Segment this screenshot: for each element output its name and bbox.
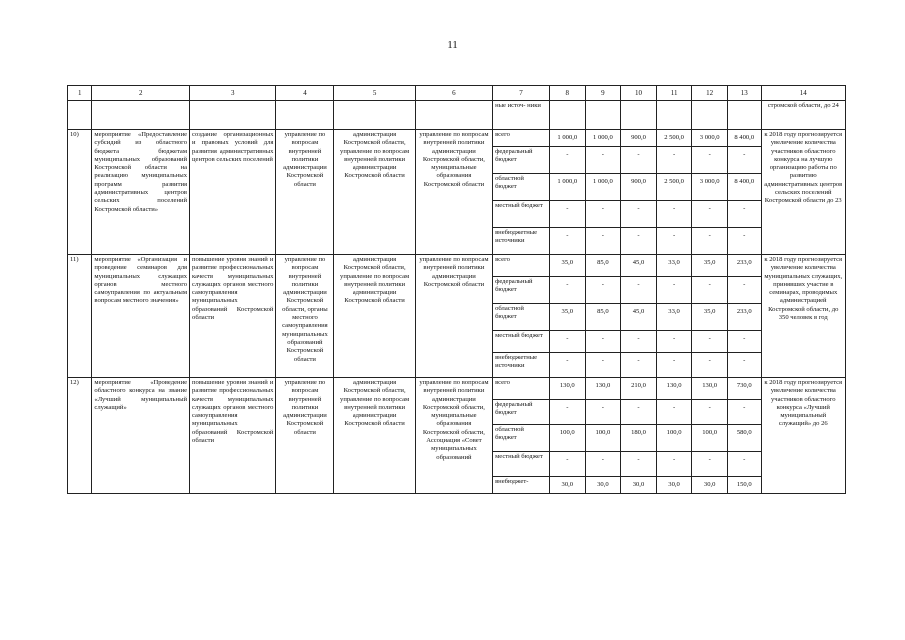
amount-cell: 900,0 <box>621 174 657 201</box>
amount-cell: - <box>585 353 621 378</box>
header-cell: 3 <box>190 86 276 101</box>
source-name: областной бюджет <box>493 425 550 452</box>
amount-cell: 150,0 <box>727 477 761 494</box>
amount-cell: - <box>656 400 692 425</box>
amount-cell: 2 500,0 <box>656 130 692 147</box>
header-cell: 13 <box>727 86 761 101</box>
amount-cell: - <box>727 452 761 477</box>
amount-cell: 100,0 <box>585 425 621 452</box>
source-name: местный бюджет <box>493 452 550 477</box>
measure-coexecutor: администрация Костромской области, управление по вопросам внутренней политики администрации Костромской области <box>334 130 415 255</box>
amount-cell: 45,0 <box>621 304 657 331</box>
measure-responsible: управление по вопросам внутренней политики администрации Костромской области, муниципальные образования Костромской области <box>415 130 492 255</box>
measure-number: 10) <box>68 130 92 255</box>
amount-cell: 130,0 <box>656 378 692 400</box>
amount-cell: - <box>656 228 692 255</box>
source-name: областной бюджет <box>493 304 550 331</box>
amount-cell: - <box>550 331 586 353</box>
source-name: ные источ- ники <box>493 101 550 130</box>
amount-cell: - <box>692 277 728 304</box>
amount-cell: - <box>727 277 761 304</box>
amount-cell: - <box>621 400 657 425</box>
amount-cell: 233,0 <box>727 304 761 331</box>
amount-cell: 1 000,0 <box>585 130 621 147</box>
header-row <box>68 86 846 101</box>
amount-cell: - <box>621 201 657 228</box>
amount-cell: - <box>550 400 586 425</box>
table-row <box>68 130 846 147</box>
amount-cell: - <box>550 277 586 304</box>
amount-cell: 1 000,0 <box>585 174 621 201</box>
amount-cell: - <box>727 353 761 378</box>
measure-number: 11) <box>68 255 92 378</box>
result-text: стромской области, до 24 <box>761 101 845 130</box>
amount-cell: 85,0 <box>585 255 621 277</box>
measure-result: к 2018 году прогнозируется увеличение количества участников областного конкурса «Лучший муниципальный служащий» до 26 <box>761 378 845 494</box>
amount-cell: 30,0 <box>656 477 692 494</box>
amount-cell: - <box>727 147 761 174</box>
amount-cell: 3 000,0 <box>692 174 728 201</box>
amount-cell: - <box>727 228 761 255</box>
amount-cell: 130,0 <box>692 378 728 400</box>
amount-cell: - <box>550 201 586 228</box>
amount-cell: 900,0 <box>621 130 657 147</box>
amount-cell: - <box>585 277 621 304</box>
amount-cell: 30,0 <box>550 477 586 494</box>
amount-cell: 1 000,0 <box>550 174 586 201</box>
amount-cell: - <box>621 277 657 304</box>
amount-cell: - <box>692 228 728 255</box>
amount-cell: 8 400,0 <box>727 130 761 147</box>
measure-title: мероприятие «Организация и проведение семинаров для муниципальных служащих органов местного самоуправления по актуальным вопросам местного значения» <box>92 255 190 378</box>
amount-cell: - <box>656 201 692 228</box>
source-name: всего <box>493 130 550 147</box>
measure-number: 12) <box>68 378 92 494</box>
amount-cell: 2 500,0 <box>656 174 692 201</box>
amount-cell: 33,0 <box>656 255 692 277</box>
amount-cell: - <box>621 353 657 378</box>
amount-cell: 100,0 <box>692 425 728 452</box>
source-name: всего <box>493 255 550 277</box>
amount-cell: - <box>692 147 728 174</box>
header-cell: 14 <box>761 86 845 101</box>
table-row <box>68 255 846 277</box>
amount-cell: - <box>692 331 728 353</box>
amount-cell: 100,0 <box>656 425 692 452</box>
amount-cell: - <box>550 452 586 477</box>
amount-cell: - <box>585 452 621 477</box>
header-cell: 12 <box>692 86 728 101</box>
amount-cell: - <box>621 228 657 255</box>
header-cell: 2 <box>92 86 190 101</box>
measure-executor: управление по вопросам внутренней политики администрации Костромской области <box>276 130 334 255</box>
measure-responsible: управление по вопросам внутренней политики администрации Костромской области <box>415 255 492 378</box>
measure-goal: создание организационных и правовых условий для развития административных центров сельских поселений <box>190 130 276 255</box>
amount-cell: - <box>727 201 761 228</box>
source-name: федеральный бюджет <box>493 400 550 425</box>
amount-cell: - <box>585 331 621 353</box>
header-cell: 10 <box>621 86 657 101</box>
measure-coexecutor: администрация Костромской области, управление по вопросам внутренней политики администрации Костромской области <box>334 378 415 494</box>
amount-cell: 35,0 <box>692 304 728 331</box>
source-name: внебюджет- <box>493 477 550 494</box>
amount-cell: 130,0 <box>585 378 621 400</box>
amount-cell: 210,0 <box>621 378 657 400</box>
measure-coexecutor: администрация Костромской области, управление по вопросам внутренней политики администрации Костромской области <box>334 255 415 378</box>
amount-cell: - <box>727 400 761 425</box>
amount-cell: 730,0 <box>727 378 761 400</box>
amount-cell: 30,0 <box>585 477 621 494</box>
source-name: местный бюджет <box>493 201 550 228</box>
source-name: внебюджетные источники <box>493 353 550 378</box>
amount-cell: 3 000,0 <box>692 130 728 147</box>
amount-cell: - <box>692 400 728 425</box>
amount-cell: - <box>621 331 657 353</box>
amount-cell: 1 000,0 <box>550 130 586 147</box>
amount-cell: 130,0 <box>550 378 586 400</box>
amount-cell: 33,0 <box>656 304 692 331</box>
amount-cell: - <box>621 452 657 477</box>
amount-cell: 30,0 <box>692 477 728 494</box>
amount-cell: 233,0 <box>727 255 761 277</box>
amount-cell: - <box>550 353 586 378</box>
measure-goal: повышение уровня знаний и развитие профессиональных качеств муниципальных служащих органов местного самоуправления муниципальных образований Костромской области <box>190 255 276 378</box>
amount-cell: - <box>727 331 761 353</box>
measure-goal: повышение уровня знаний и развитие профессиональных качеств муниципальных служащих органов местного самоуправления муниципальных образований Костромской области <box>190 378 276 494</box>
header-cell: 5 <box>334 86 415 101</box>
source-name: внебюджетные источники <box>493 228 550 255</box>
amount-cell: - <box>692 452 728 477</box>
measure-title: мероприятие «Проведение областного конкурса на звание «Лучший муниципальный служащий» <box>92 378 190 494</box>
page-number: 11 <box>447 39 458 51</box>
header-cell: 6 <box>415 86 492 101</box>
amount-cell: 8 400,0 <box>727 174 761 201</box>
amount-cell: 100,0 <box>550 425 586 452</box>
amount-cell: 180,0 <box>621 425 657 452</box>
table-row <box>68 378 846 400</box>
measure-responsible: управление по вопросам внутренней политики администрации Костромской области, муниципальные образования Костромской области, Ассоциация «Совет муниципальных образований <box>415 378 492 494</box>
source-name: местный бюджет <box>493 331 550 353</box>
amount-cell: 580,0 <box>727 425 761 452</box>
amount-cell: - <box>656 353 692 378</box>
amount-cell: - <box>656 331 692 353</box>
amount-cell: 30,0 <box>621 477 657 494</box>
amount-cell: - <box>656 277 692 304</box>
header-cell: 4 <box>276 86 334 101</box>
amount-cell: 85,0 <box>585 304 621 331</box>
amount-cell: - <box>585 147 621 174</box>
amount-cell: 35,0 <box>550 304 586 331</box>
header-cell: 9 <box>585 86 621 101</box>
source-name: федеральный бюджет <box>493 277 550 304</box>
amount-cell: 45,0 <box>621 255 657 277</box>
header-cell: 11 <box>656 86 692 101</box>
source-name: всего <box>493 378 550 400</box>
amount-cell: - <box>656 452 692 477</box>
amount-cell: - <box>656 147 692 174</box>
header-cell: 1 <box>68 86 92 101</box>
measure-executor: управление по вопросам внутренней политики администрации Костромской области <box>276 378 334 494</box>
header-cell: 8 <box>550 86 586 101</box>
amount-cell: - <box>692 353 728 378</box>
program-table <box>67 85 846 494</box>
source-name: областной бюджет <box>493 174 550 201</box>
amount-cell: - <box>585 228 621 255</box>
amount-cell: - <box>550 228 586 255</box>
measure-result: к 2018 году прогнозируется увеличение количества участников областного конкурса на лучшую организацию работы по развитию административных центров сельских поселений Костромской области до 23 <box>761 130 845 255</box>
measure-executor: управление по вопросам внутренней политики администрации Костромской области, органы местного самоуправления муниципальных образований Костромской области <box>276 255 334 378</box>
source-name: федеральный бюджет <box>493 147 550 174</box>
amount-cell: 35,0 <box>550 255 586 277</box>
amount-cell: - <box>550 147 586 174</box>
continuation-row <box>68 101 846 130</box>
amount-cell: - <box>585 201 621 228</box>
amount-cell: - <box>692 201 728 228</box>
amount-cell: - <box>585 400 621 425</box>
measure-result: к 2018 году прогнозируется увеличение количества муниципальных служащих, принявших участие в семинарах, проводимых администрацией Костромской области, до 350 человек в год <box>761 255 845 378</box>
amount-cell: 35,0 <box>692 255 728 277</box>
measure-title: мероприятие «Предоставление субсидий из областного бюджета бюджетам муниципальных образований Костромской области на реализацию муниципальных программ развития административных центров сельских поселений Костромской области» <box>92 130 190 255</box>
amount-cell: - <box>621 147 657 174</box>
header-cell: 7 <box>493 86 550 101</box>
